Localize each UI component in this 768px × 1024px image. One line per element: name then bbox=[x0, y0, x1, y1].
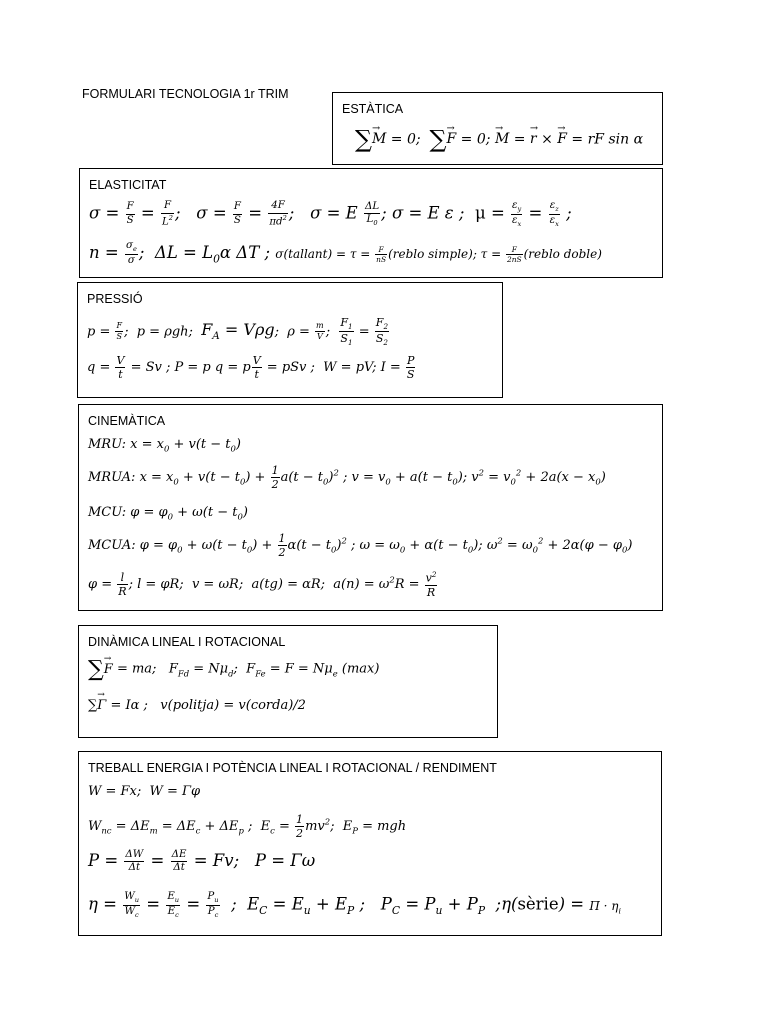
motion-label: MCUA: bbox=[88, 538, 136, 554]
section-cinematica bbox=[78, 404, 663, 611]
motion-label: MRUA: bbox=[88, 470, 136, 486]
section-heading: PRESSIÓ bbox=[87, 292, 143, 306]
formula-line: η = $\frac{W_u}{W_c}$ = $\frac{E_u}{E_c}$ = $\frac{P_u}{P_c}$ ; $E_C = E_u + E_P$ ; $P_C = P_u + P_P$ ;η(sèrie) = $\Pi \cdot \eta_i$ bbox=[88, 891, 621, 919]
section-heading: ELASTICITAT bbox=[89, 178, 167, 192]
section-heading: ESTÀTICA bbox=[342, 102, 404, 116]
formula-line: ∑→ F = ma; $F_{Fd} = N\mu_d$; $F_{Fe} = F = N\mu_e$ (max) bbox=[88, 656, 379, 682]
formula-line: ∑→ Γ = Iα ; v(politja) = v(corda)/2 bbox=[88, 698, 306, 713]
formula-line: $W_{nc} = \Delta E_m = \Delta E_c + \Delta E_p$ ; $E_c$ = $\frac{1}{2}$ $mv^2$; $E_P$ = mgh bbox=[88, 813, 407, 841]
motion-label: MRU: bbox=[88, 437, 126, 452]
section-elasticitat bbox=[79, 168, 663, 278]
formula-line: MRU: $x = x_0 + v(t - t_0)$ bbox=[88, 437, 241, 454]
formula-line: φ = $\frac{l}{R}$ ; l = φR; v = ωR; a(tg) = αR; $a(n) = \omega^2R$ = $\frac{v^2}{R}$ bbox=[88, 570, 437, 599]
section-pressio bbox=[77, 282, 503, 398]
formula-line: σ = $\frac{F}{S}$ = $\frac{F}{L^2}$ ; σ = $\frac{F}{S}$ = $\frac{4F}{\pi d^2}$ ; σ = E $\frac{\Delta L}{L_0}$ ; σ = E ε ; μ = $\frac{\varepsilon_y}{\varepsilon_x}$ = $\frac{\varepsilon_z}{\varepsilon_x}$ ; bbox=[89, 200, 572, 228]
formula-line: q = $\frac{V}{t}$ = Sv ; P = p q = p $\frac{V}{t}$ = pSv ; W = pV; I = $\frac{P}{S}$ bbox=[87, 354, 415, 382]
formula-line: p = $\frac{F}{S}$ ; p = ρgh; $F_A = V\rho g$; ρ = $\frac{m}{V}$ ; $\frac{F_1}{S_1}$ = $\frac{F_2}{S_2}$ bbox=[87, 316, 389, 348]
section-heading: DINÀMICA LINEAL I ROTACIONAL bbox=[88, 635, 286, 649]
formula-line: P = $\frac{\Delta W}{\Delta t}$ = $\frac{\Delta E}{\Delta t}$ = Fv; P = Γω bbox=[88, 849, 316, 874]
section-heading: TREBALL ENERGIA I POTÈNCIA LINEAL I ROTACIONAL / RENDIMENT bbox=[88, 761, 497, 775]
section-treball bbox=[78, 751, 662, 936]
formula-line: MCU: $\varphi = \varphi_0 + \omega(t - t_0)$ bbox=[88, 505, 248, 522]
formula-line: W = Fx; W = Γφ bbox=[88, 784, 201, 799]
formula-line: ∑→ M = 0; ∑→ F = 0; → M = → r × → F = rF sin α bbox=[355, 125, 643, 153]
page-title: FORMULARI TECNOLOGIA 1r TRIM bbox=[82, 87, 289, 101]
section-dinamica bbox=[78, 625, 498, 738]
formula-line: MCUA: $\varphi = \varphi_0 + \omega(t - t_0)$ + $\frac{1}{2}$ $\alpha(t - t_0)^2$ ; $\omega = \omega_0 + \alpha(t - t_0)$; $\omega^2 = \omega_0^2 + 2\alpha(\varphi - \varphi_0)$ bbox=[88, 532, 633, 560]
section-heading: CINEMÀTICA bbox=[88, 414, 166, 428]
formula-line: MRUA: $x = x_0 + v(t - t_0)$ + $\frac{1}{2}$ $a(t - t_0)^2$ ; $v = v_0 + a(t - t_0)$; $v^2 = v_0^2 + 2a(x - x_0)$ bbox=[88, 464, 606, 492]
motion-label: MCU: bbox=[88, 505, 127, 520]
formula-line: n = $\frac{\sigma_e}{\sigma}$ ; $\Delta L = L_0\alpha$ ΔT ; σ(tallant) = τ = $\frac{F}{nS}$ (reblo simple); τ = $\frac{F}{2nS}$ (reblo doble) bbox=[89, 240, 602, 266]
section-estatica bbox=[332, 92, 663, 165]
